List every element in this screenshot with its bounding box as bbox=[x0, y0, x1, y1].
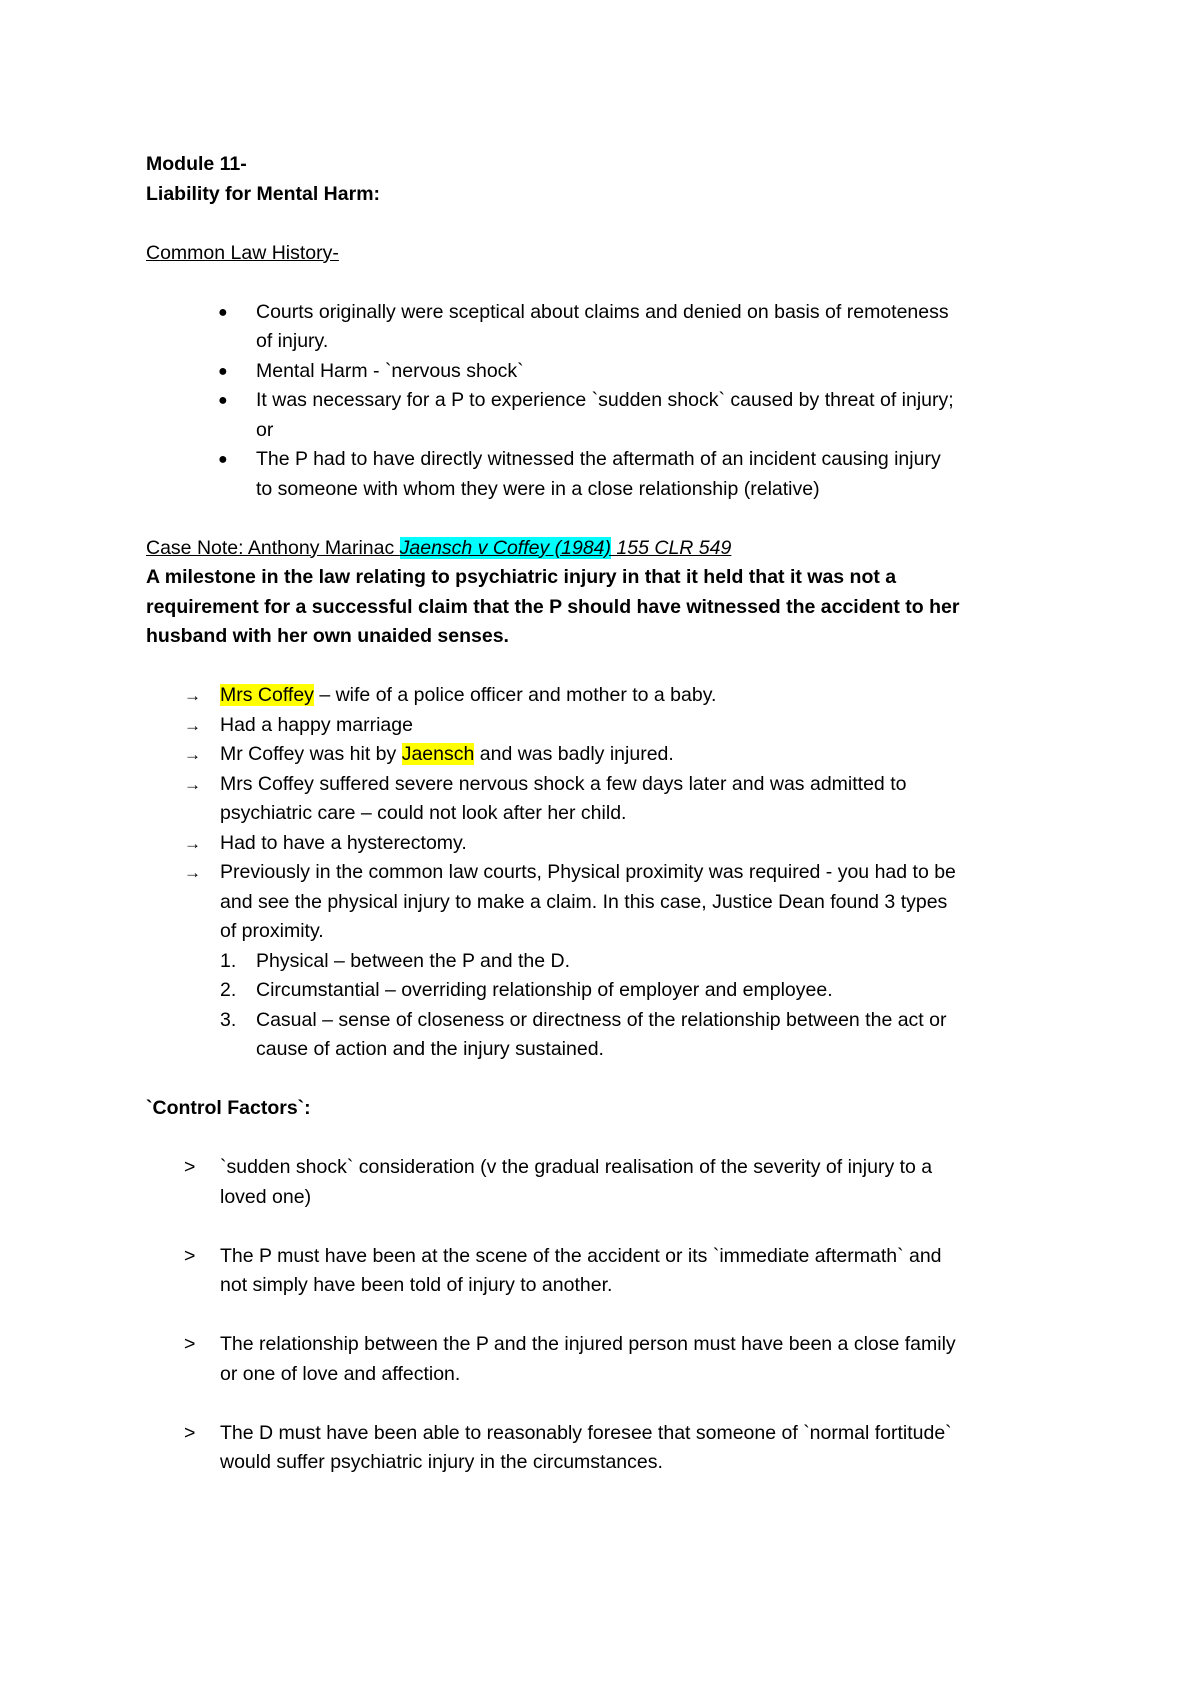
bullet-icon: ● bbox=[218, 362, 228, 380]
arrow-item: → Had to have a hysterectomy. bbox=[146, 829, 1076, 859]
case-citation: 155 CLR 549 bbox=[611, 536, 732, 559]
common-law-heading: Common Law History- bbox=[146, 241, 339, 264]
spacer bbox=[146, 504, 1076, 534]
control-factor-item: > The relationship between the P and the injured person must have been a close family or one of love and affection. bbox=[146, 1330, 1076, 1389]
proximity-types-list bbox=[146, 947, 1076, 1065]
list-number: 3. bbox=[220, 1008, 237, 1031]
bullet-icon: ● bbox=[218, 303, 228, 321]
spacer bbox=[146, 652, 1076, 682]
common-law-bullet-list bbox=[146, 298, 1076, 505]
greater-than-icon: > bbox=[184, 1244, 196, 1267]
spacer bbox=[146, 209, 1076, 239]
case-name: Jaensch v Coffey (1984) bbox=[399, 536, 611, 559]
module-heading: Module 11- bbox=[146, 153, 247, 175]
bullet-icon: ● bbox=[218, 392, 228, 409]
arrow-right-icon: → bbox=[184, 745, 201, 764]
arrow-right-icon: → bbox=[184, 774, 201, 794]
greater-than-icon: > bbox=[184, 1156, 196, 1178]
greater-than-icon: > bbox=[184, 1421, 196, 1444]
arrow-right-icon: → bbox=[184, 715, 201, 735]
control-factor-item: > The D must have been able to reasonably foresee that someone of `normal fortitude` would suffer psychiatric injury in the circumstances. bbox=[146, 1419, 1076, 1478]
spacer bbox=[146, 268, 1076, 298]
arrow-item: → Mrs Coffey suffered severe nervous shock a few days later and was admitted to psychiatric care – could not look after her child. bbox=[146, 770, 1076, 829]
bullet-item: ● The P had to have directly witnessed the aftermath of an incident causing injury to someone with whom they were in a close relationship (relative) bbox=[146, 445, 1076, 504]
highlighted-name: Jaensch bbox=[401, 743, 475, 765]
case-summary-line: A milestone in the law relating to psychiatric injury in that it held that it was not a bbox=[146, 566, 897, 588]
bullet-icon: ● bbox=[218, 451, 228, 468]
numbered-item: 3. Casual – sense of closeness or directness of the relationship between the act or cause of action and the injury sustained. bbox=[146, 1006, 1076, 1065]
arrow-item: → Mr Coffey was hit by Jaensch and was badly injured. bbox=[146, 740, 1076, 770]
arrow-right-icon: → bbox=[184, 686, 201, 705]
control-factors-heading: `Control Factors`: bbox=[146, 1097, 311, 1119]
control-factors-list bbox=[146, 1153, 1076, 1478]
highlighted-name: Mrs Coffey bbox=[220, 684, 314, 706]
case-note-heading: Case Note: Anthony Marinac Jaensch v Coffey (1984) 155 CLR 549 bbox=[146, 536, 732, 559]
list-number: 1. bbox=[220, 949, 237, 972]
document-page bbox=[146, 150, 1076, 1478]
list-number: 2. bbox=[220, 979, 237, 1001]
control-factor-item: > The P must have been at the scene of the accident or its `immediate aftermath` and not simply have been told of injury to another. bbox=[146, 1242, 1076, 1301]
arrow-item: → Previously in the common law courts, Physical proximity was required - you had to be and see the physical injury to make a claim. In this case, Justice Dean found 3 types of proximity. bbox=[146, 858, 1076, 947]
case-summary-line: requirement for a successful claim that the P should have witnessed the accident to her bbox=[146, 595, 960, 618]
spacer bbox=[146, 1124, 1076, 1154]
greater-than-icon: > bbox=[184, 1333, 196, 1355]
bullet-item: ● Courts originally were sceptical about claims and denied on basis of remoteness of injury. bbox=[146, 298, 1076, 357]
control-factor-item: > `sudden shock` consideration (v the gradual realisation of the severity of injury to a loved one) bbox=[146, 1153, 1076, 1212]
case-facts-list bbox=[146, 681, 1076, 947]
spacer bbox=[146, 1065, 1076, 1095]
arrow-right-icon: → bbox=[184, 863, 201, 882]
arrow-right-icon: → bbox=[184, 833, 201, 853]
bullet-item: ● It was necessary for a P to experience `sudden shock` caused by threat of injury; or bbox=[146, 386, 1076, 445]
bullet-item: ● Mental Harm - `nervous shock` bbox=[146, 357, 1076, 387]
arrow-item: → Had a happy marriage bbox=[146, 711, 1076, 741]
numbered-item: 2. Circumstantial – overriding relationship of employer and employee. bbox=[146, 976, 1076, 1006]
arrow-item: → Mrs Coffey – wife of a police officer and mother to a baby. bbox=[146, 681, 1076, 711]
numbered-item: 1. Physical – between the P and the D. bbox=[146, 947, 1076, 977]
case-summary-line: husband with her own unaided senses. bbox=[146, 625, 509, 647]
document-title: Liability for Mental Harm: bbox=[146, 182, 381, 205]
